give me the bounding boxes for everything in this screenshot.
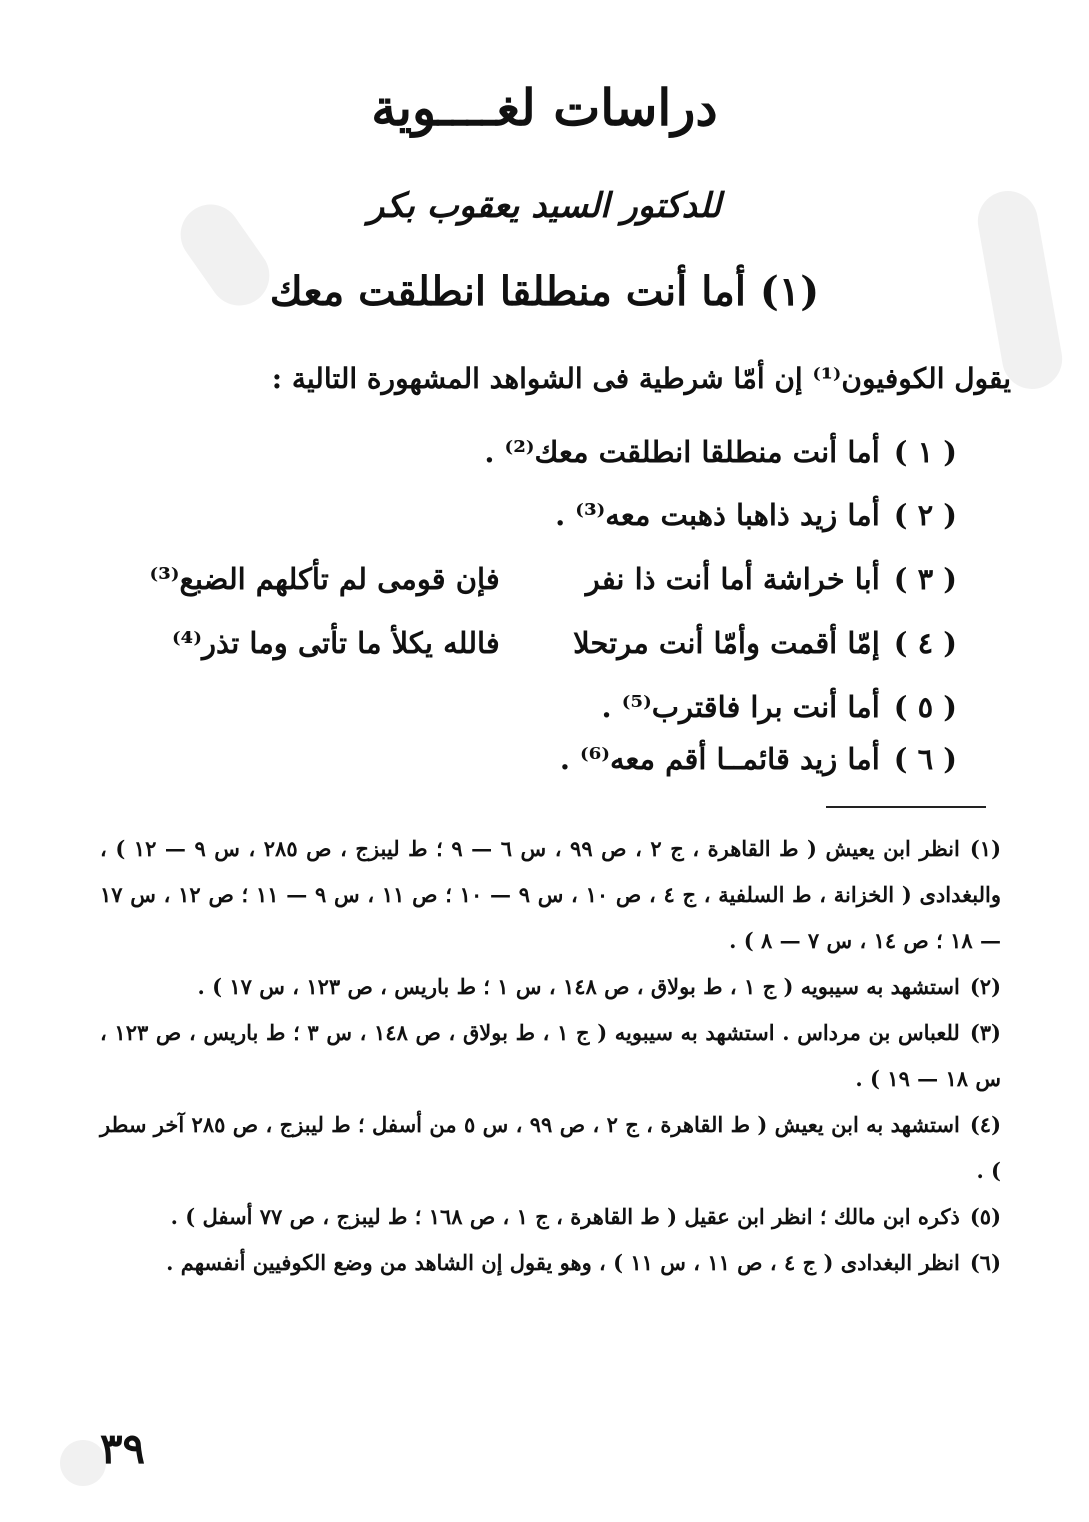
intro-paragraph: يقول الكوفيون⁽¹⁾ إن أمّا شرطية فى الشواهد المشهورة التالية : [271,362,1011,395]
verse-hemistich-first: إمّا أقمت وأمّا أنت مرتحلا [573,626,880,660]
example-number: ( ١ ) [893,435,957,469]
verse-hemistich-second: فالله يكلأ ما تأتى وما تذر⁽⁴⁾ [172,626,500,660]
page-title: دراسات لغــــوية [371,78,718,137]
example-line [60,734,957,784]
example-number: ( ٦ ) [893,742,957,776]
footnote-number: (٥) [969,1204,1001,1229]
example-verse [60,554,957,604]
example-number: ( ٥ ) [893,690,957,724]
footnote-text: انظر البغدادى ( ج ٤ ، ص ١١ ، س ١١ ) ، وهو يقول إن الشاهد من وضع الكوفيين أنفسهم . [166,1250,960,1275]
footnote-text: للعباس بن مرداس . استشهد به سيبويه ( ج ١ ، ط بولاق ، ص ١٤٨ ، س ٣ ؛ ط باريس ، ص ١٢٣ ، س ١٨ — ١٩ ) . [100,1020,1001,1091]
example-line [60,682,957,732]
footnote-text: استشهد به ابن يعيش ( ط القاهرة ، ج ٢ ، ص ٩٩ ، س ٥ من أسفل ؛ ط ليبزج ، ص ٢٨٥ آخر سطر ) . [100,1112,1001,1183]
footnote-separator [826,806,986,808]
example-number: ( ٢ ) [893,498,957,532]
section-heading: (١) أما أنت منطلقا انطلقت معك [269,268,820,315]
example-text: أما أنت برا فاقترب⁽⁵⁾ . [601,690,880,724]
example-number: ( ٣ ) [893,562,957,596]
footnote-number: (٤) [969,1112,1001,1137]
footnote-number: (٦) [969,1250,1001,1275]
footnote-text: استشهد به سيبويه ( ج ١ ، ط بولاق ، ص ١٤٨ ، س ١ ؛ ط باريس ، ص ١٢٣ ، س ١٧ ) . [197,974,960,999]
footnote-text: انظر ابن يعيش ( ط القاهرة ، ج ٢ ، ص ٩٩ ، س ٦ — ٩ ؛ ط ليبزج ، ص ٢٨٥ ، س ٩ — ١٢ ) ، والبغدادى ( الخزانة ، ط السلفية ، ج ٤ ، ص ١٠ ، س ٩ — ١٠ ؛ ص ١١ ، س ٩ — ١١ ؛ ص ١٢ ، س ١٧ — ١٨ ؛ ص ١٤ ، س ٧ — ٨ ) . [100,836,1001,953]
example-line [60,490,957,540]
example-text: أما زيد ذاهبا ذهبت معه⁽³⁾ . [555,498,880,532]
footnote [100,1010,1001,1102]
page-number: ٣٩ [100,1424,146,1473]
verse-hemistich-first: أبا خراشة أما أنت ذا نفر [585,562,880,596]
author-line: للدكتور السيد يعقوب بكر [367,186,722,226]
example-number: ( ٤ ) [893,626,957,660]
footnote [100,1102,1001,1194]
footnote-number: (١) [969,836,1002,861]
footnote-number: (٣) [969,1020,1001,1045]
example-line [60,427,957,477]
footnotes [100,826,1001,1286]
footnote-number: (٢) [969,974,1001,999]
footnote-text: ذكره ابن مالك ؛ انظر ابن عقيل ( ط القاهرة ، ج ١ ، ص ١٦٨ ؛ ط ليبزج ، ص ٧٧ أسفل ) . [170,1204,960,1229]
verse-hemistich-second: فإن قومى لم تأكلهم الضبع⁽³⁾ [149,562,500,596]
example-text: أما زيد قائمــا أقم معه⁽⁶⁾ . [559,742,880,776]
footnote [100,826,1001,964]
footnote [100,1240,1001,1286]
footnote [100,1194,1001,1240]
example-text: أما أنت منطلقا انطلقت معك⁽²⁾ . [484,435,880,469]
footnote [100,964,1001,1010]
example-verse [60,618,957,668]
